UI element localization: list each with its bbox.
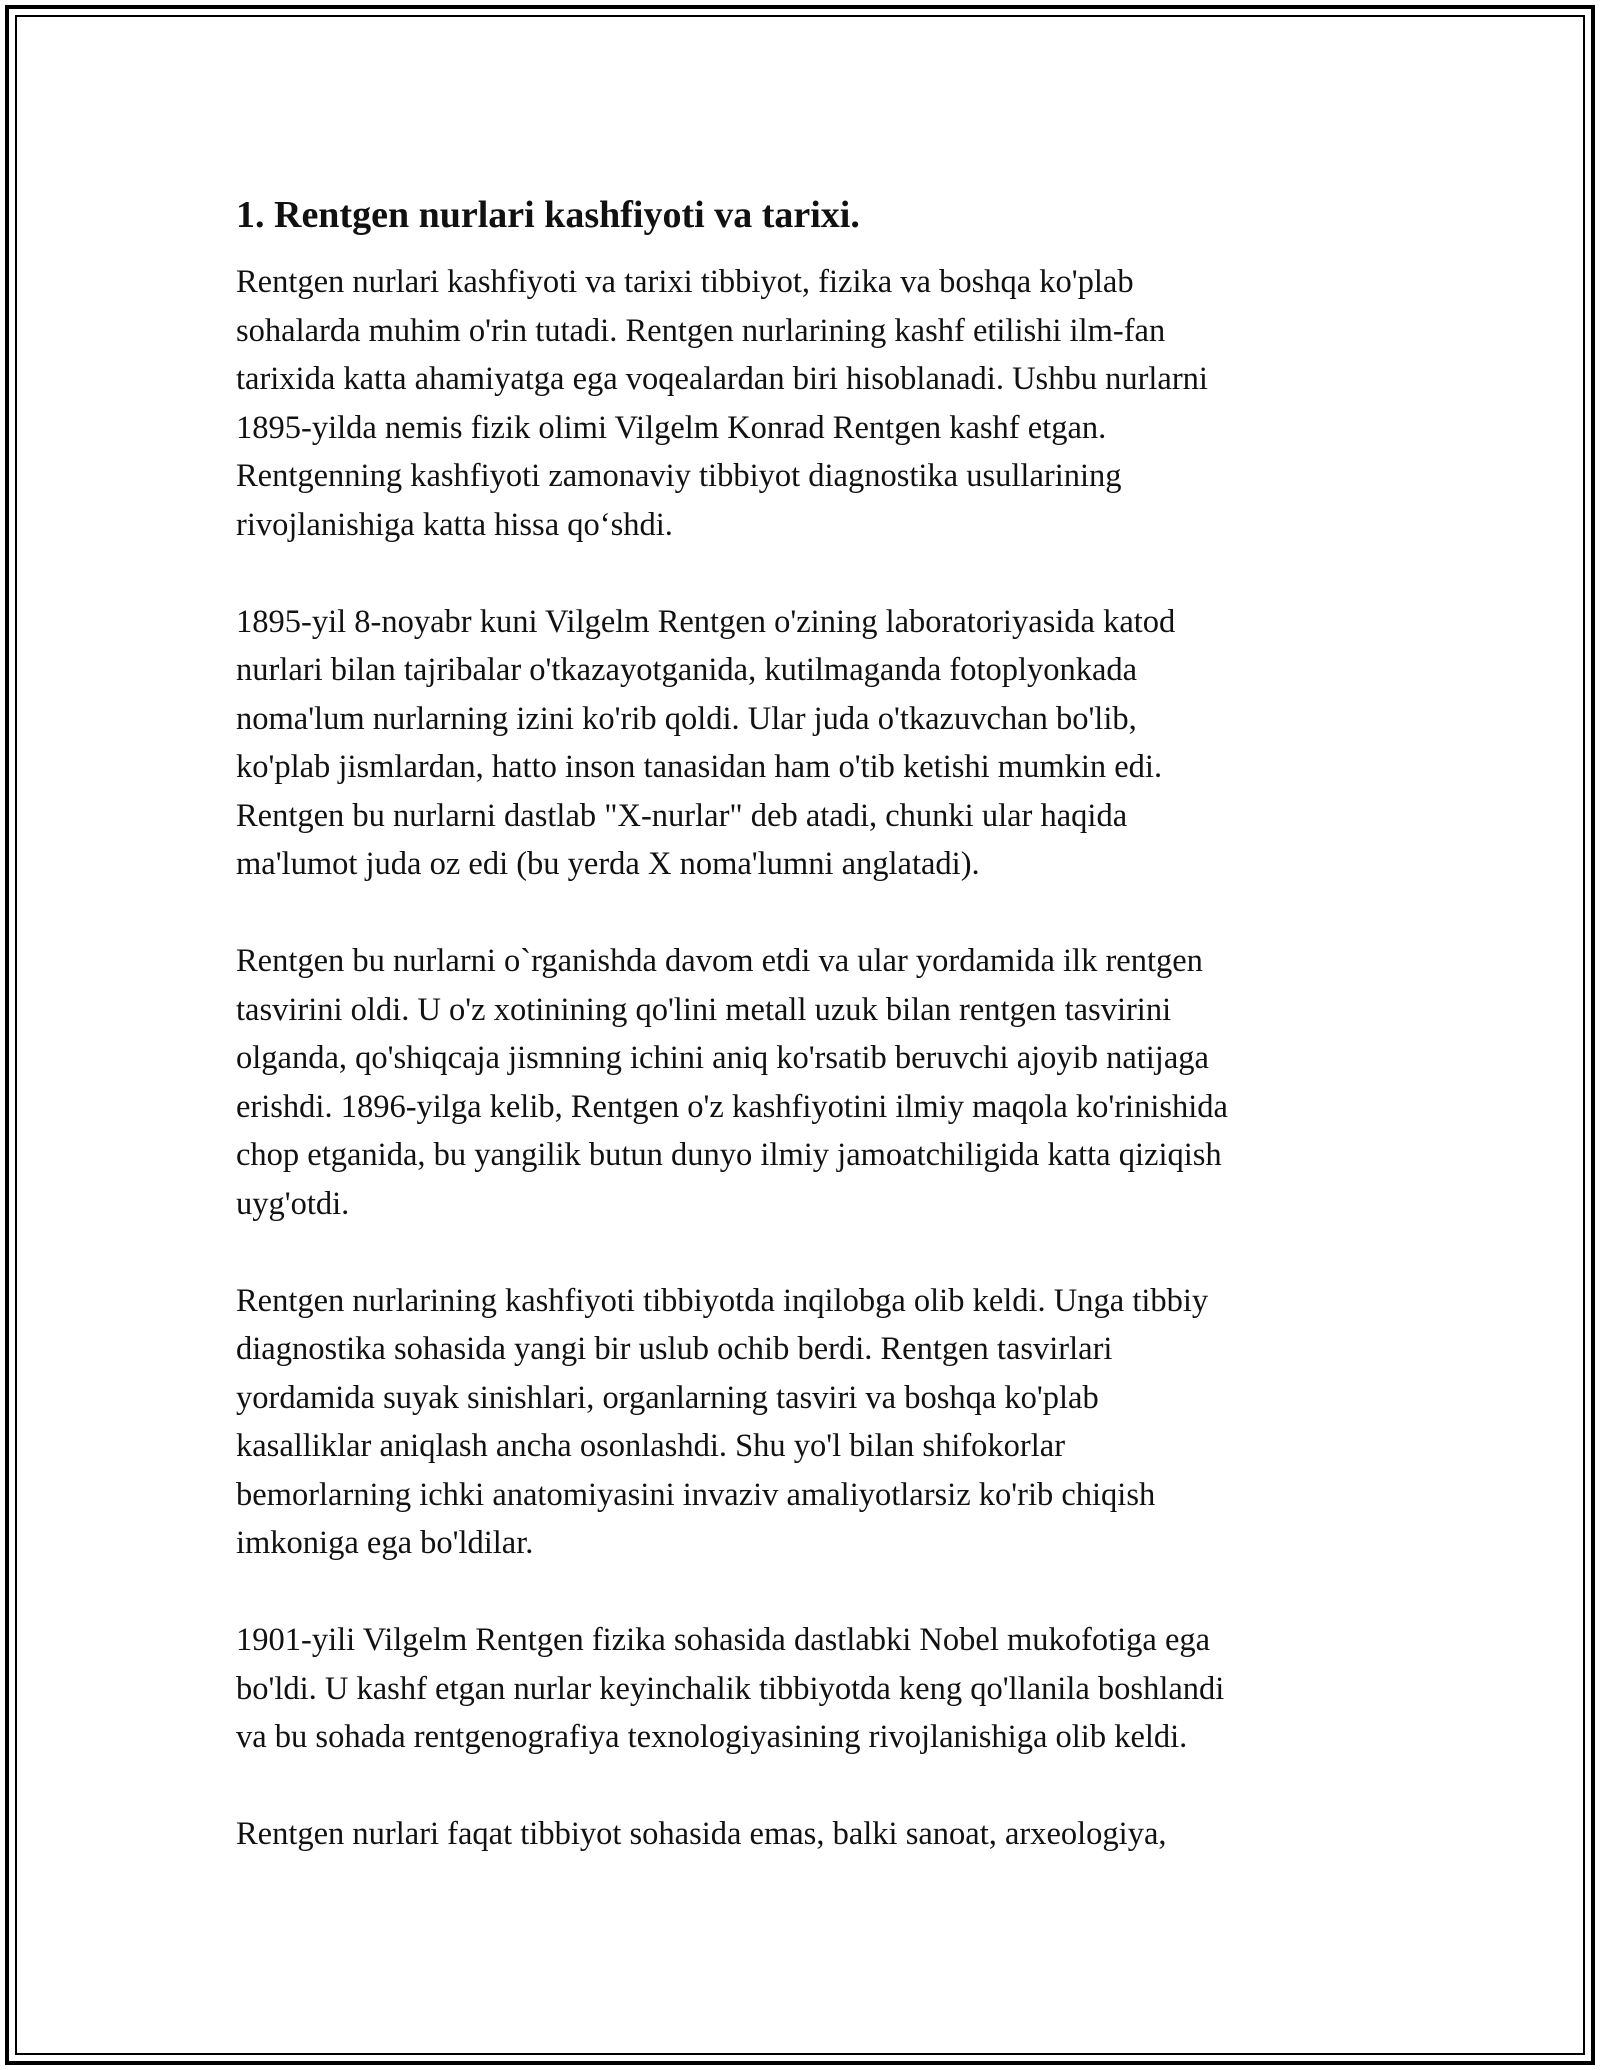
text-line: 1895-yil 8-noyabr kuni Vilgelm Rentgen o'zining laboratoriyasida katod — [236, 603, 1176, 640]
body-paragraph — [236, 1616, 1366, 1762]
text-line: Rentgen nurlarining kashfiyoti tibbiyotda inqilobga olib keldi. Unga tibbiy — [236, 1282, 1209, 1319]
text-line: nurlari bilan tajribalar o'tkazayotganida, kutilmaganda fotoplyonkada — [236, 652, 1138, 688]
text-line: ko'plab jismlardan, hatto inson tanasidan ham o'tib ketishi mumkin edi. — [236, 749, 1163, 785]
text-line: chop etganida, bu yangilik butun dunyo ilmiy jamoatchiligida katta qiziqish — [236, 1137, 1222, 1173]
text-line: uyg'otdi. — [236, 1185, 350, 1222]
text-line: kasalliklar aniqlash ancha osonlashdi. Shu yo'l bilan shifokorlar — [236, 1428, 1066, 1464]
text-line: tasvirini oldi. U o'z xotinining qo'lini metall uzuk bilan rentgen tasvirini — [236, 991, 1172, 1028]
body-paragraph — [236, 937, 1366, 1228]
text-line: yordamida suyak sinishlari, organlarning tasviri va boshqa ko'plab — [236, 1379, 1099, 1416]
text-line: tarixida katta ahamiyatga ega voqealardan biri hisoblanadi. Ushbu nurlarni — [236, 361, 1208, 397]
body-paragraph — [236, 258, 1366, 549]
text-line: Rentgenning kashfiyoti zamonaviy tibbiyot diagnostika usullarining — [236, 458, 1122, 494]
text-line: erishdi. 1896-yilga kelib, Rentgen o'z kashfiyotini ilmiy maqola ko'rinishida — [236, 1088, 1228, 1125]
section-heading: 1. Rentgen nurlari kashfiyoti va tarixi. — [236, 194, 860, 236]
text-line: olganda, qo'shiqcaja jismning ichini aniq ko'rsatib beruvchi ajoyib natijaga — [236, 1040, 1209, 1076]
paragraph-list — [236, 258, 1366, 1859]
body-paragraph — [236, 1277, 1366, 1568]
text-line: 1901-yili Vilgelm Rentgen fizika sohasida dastlabki Nobel mukofotiga ega — [236, 1622, 1211, 1658]
text-line: Rentgen nurlari kashfiyoti va tarixi tibbiyot, fizika va boshqa ko'plab — [236, 264, 1134, 300]
text-line: 1895-yilda nemis fizik olimi Vilgelm Konrad Rentgen kashf etgan. — [236, 409, 1107, 446]
text-line: bemorlarning ichki anatomiyasini invaziv amaliyotlarsiz ko'rib chiqish — [236, 1476, 1156, 1513]
text-line: sohalarda muhim o'rin tutadi. Rentgen nurlarining kashf etilishi ilm-fan — [236, 312, 1166, 349]
body-paragraph — [236, 1810, 1366, 1859]
text-line: imkoniga ega bo'ldilar. — [236, 1525, 534, 1561]
text-line: Rentgen bu nurlarni dastlab "X-nurlar" deb atadi, chunki ular haqida — [236, 797, 1128, 834]
text-line: va bu sohada rentgenografiya texnologiyasining rivojlanishiga olib keldi. — [236, 1719, 1188, 1755]
text-line: rivojlanishiga katta hissa qoʻshdi. — [236, 506, 673, 543]
text-line: ma'lumot juda oz edi (bu yerda X noma'lumni anglatadi). — [236, 846, 980, 882]
body-paragraph — [236, 598, 1366, 889]
text-line: Rentgen nurlari faqat tibbiyot sohasida emas, balki sanoat, arxeologiya, — [236, 1816, 1167, 1852]
text-line: diagnostika sohasida yangi bir uslub ochib berdi. Rentgen tasvirlari — [236, 1331, 1113, 1367]
text-line: noma'lum nurlarning izini ko'rib qoldi. Ular juda o'tkazuvchan bo'lib, — [236, 700, 1137, 737]
text-line: bo'ldi. U kashf etgan nurlar keyinchalik tibbiyotda keng qo'llanila boshlandi — [236, 1670, 1225, 1707]
text-line: Rentgen bu nurlarni o`rganishda davom etdi va ular yordamida ilk rentgen — [236, 943, 1203, 979]
document-body — [236, 186, 1366, 1907]
